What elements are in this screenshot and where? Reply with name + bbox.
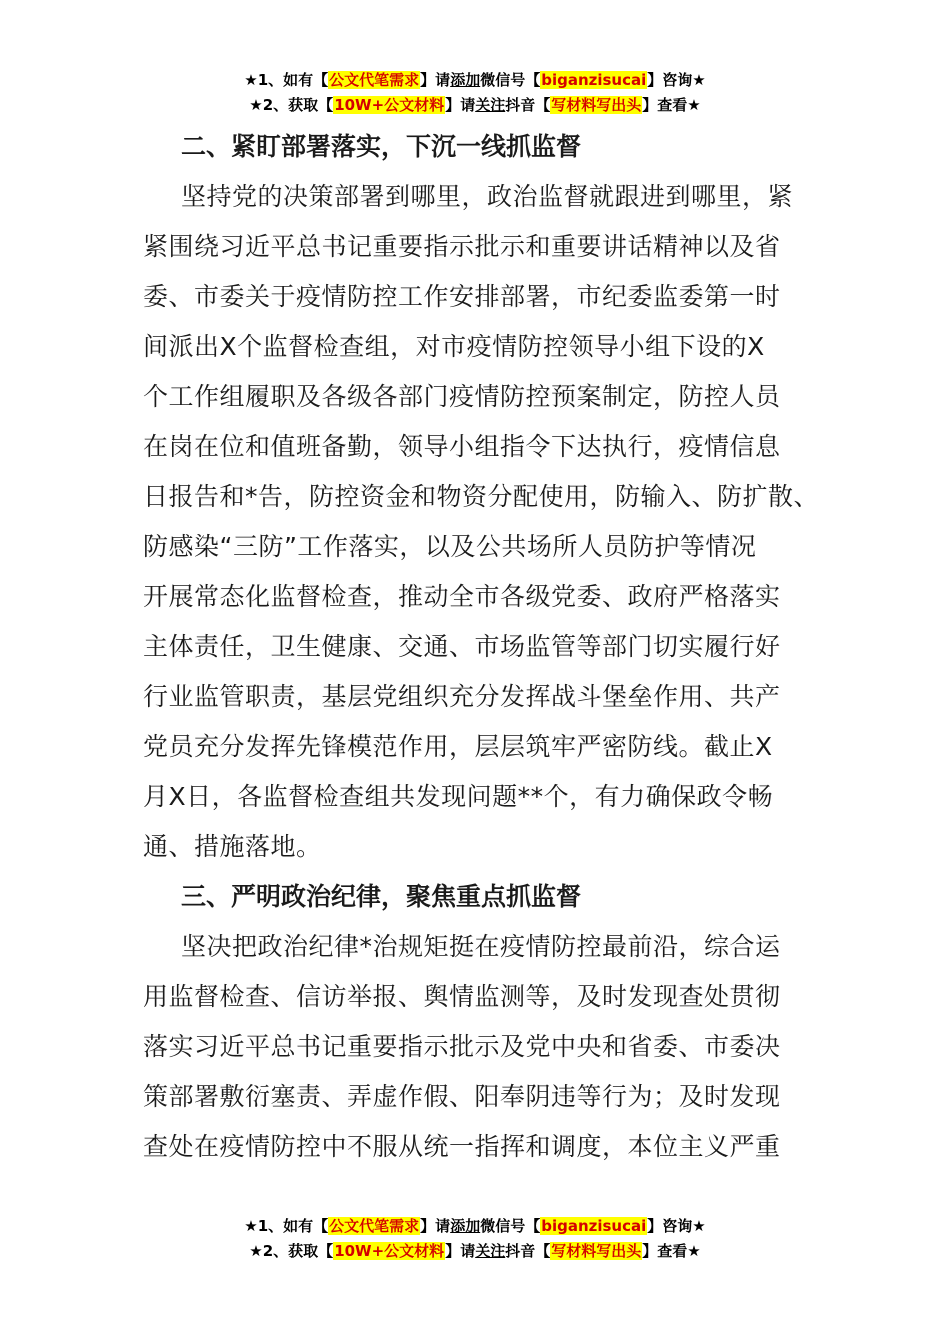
banner-underline: 关注	[475, 96, 506, 114]
banner-text: 】请	[445, 96, 476, 114]
banner-underline: 添加	[450, 71, 481, 89]
banner-text: ★2、获取【	[249, 1242, 334, 1260]
banner-wechat-id: biganzisucai	[541, 71, 647, 89]
paragraph-line: 月X日，各监督检查组共发现问题**个，有力确保政令畅	[143, 782, 774, 811]
banner-text: ★1、如有【	[244, 71, 329, 89]
paragraph-line: 党员充分发挥先锋模范作用，层层筑牢严密防线。截止X	[143, 732, 773, 761]
paragraph-line: 个工作组履职及各级各部门疫情防控预案制定，防控人员	[143, 382, 781, 411]
banner-text: ★1、如有【	[244, 1217, 329, 1235]
paragraph-line: 委、市委关于疫情防控工作安排部署，市纪委监委第一时	[143, 282, 781, 311]
banner-highlight: 10W+公文材料	[334, 96, 445, 114]
banner-douyin-id: 写材料写出头	[551, 1242, 642, 1260]
banner-douyin-id: 写材料写出头	[551, 96, 642, 114]
paragraph-line: 防感染“三防”工作落实，以及公共场所人员防护等情况	[143, 532, 757, 561]
banner-text: 抖音【	[505, 1242, 551, 1260]
paragraph-line: 行业监管职责，基层党组织充分发挥战斗堡垒作用、共产	[143, 682, 781, 711]
paragraph-line: 日报告和*告，防控资金和物资分配使用，防输入、防扩散、	[143, 482, 820, 511]
section-paragraph-3	[143, 922, 811, 1172]
banner-text: 】查看★	[642, 96, 701, 114]
banner-text: 】请	[445, 1242, 476, 1260]
section-heading-2: 二、紧盯部署落实，下沉一线抓监督	[181, 132, 582, 161]
banner-text: 】咨询★	[647, 1217, 706, 1235]
paragraph-line: 策部署敷衍塞责、弄虚作假、阳奉阴违等行为；及时发现	[143, 1082, 781, 1111]
banner-text: 微信号【	[480, 71, 541, 89]
paragraph-line: 坚持党的决策部署到哪里，政治监督就跟进到哪里，紧	[181, 182, 794, 211]
banner-text: ★2、获取【	[249, 96, 334, 114]
paragraph-line: 在岗在位和值班备勤，领导小组指令下达执行，疫情信息	[143, 432, 781, 461]
banner-text: 】请	[420, 71, 451, 89]
paragraph-line: 紧围绕习近平总书记重要指示批示和重要讲话精神以及省	[143, 232, 781, 261]
banner-text: 抖音【	[505, 96, 551, 114]
banner-line-1	[0, 68, 950, 93]
section-paragraph-2	[143, 172, 820, 872]
banner-line-2	[0, 93, 950, 118]
paragraph-line: 间派出X个监督检查组，对市疫情防控领导小组下设的X	[143, 332, 765, 361]
banner-text: 】咨询★	[647, 71, 706, 89]
banner-highlight: 公文代笔需求	[329, 71, 420, 89]
banner-highlight: 公文代笔需求	[329, 1217, 420, 1235]
paragraph-line: 查处在疫情防控中不服从统一指挥和调度，本位主义严重	[143, 1132, 781, 1161]
banner-text: 微信号【	[480, 1217, 541, 1235]
paragraph-line: 开展常态化监督检查，推动全市各级党委、政府严格落实	[143, 582, 781, 611]
document-body	[143, 122, 820, 1172]
paragraph-line: 通、措施落地。	[143, 832, 322, 861]
banner-text: 】请	[420, 1217, 451, 1235]
paragraph-line: 落实习近平总书记重要指示批示及党中央和省委、市委决	[143, 1032, 781, 1061]
banner-underline: 添加	[450, 1217, 481, 1235]
banner-line-1	[0, 1214, 950, 1239]
banner-text: 】查看★	[642, 1242, 701, 1260]
banner-wechat-id: biganzisucai	[541, 1217, 647, 1235]
paragraph-line: 主体责任，卫生健康、交通、市场监管等部门切实履行好	[143, 632, 781, 661]
banner-highlight: 10W+公文材料	[334, 1242, 445, 1260]
paragraph-line: 用监督检查、信访举报、舆情监测等，及时发现查处贯彻	[143, 982, 781, 1011]
banner-line-2	[0, 1239, 950, 1264]
footer-banner	[0, 1214, 950, 1264]
paragraph-line: 坚决把政治纪律*治规矩挺在疫情防控最前沿，综合运	[181, 932, 781, 961]
banner-underline: 关注	[475, 1242, 506, 1260]
header-banner	[0, 68, 950, 118]
section-heading-3: 三、严明政治纪律，聚焦重点抓监督	[181, 882, 582, 911]
